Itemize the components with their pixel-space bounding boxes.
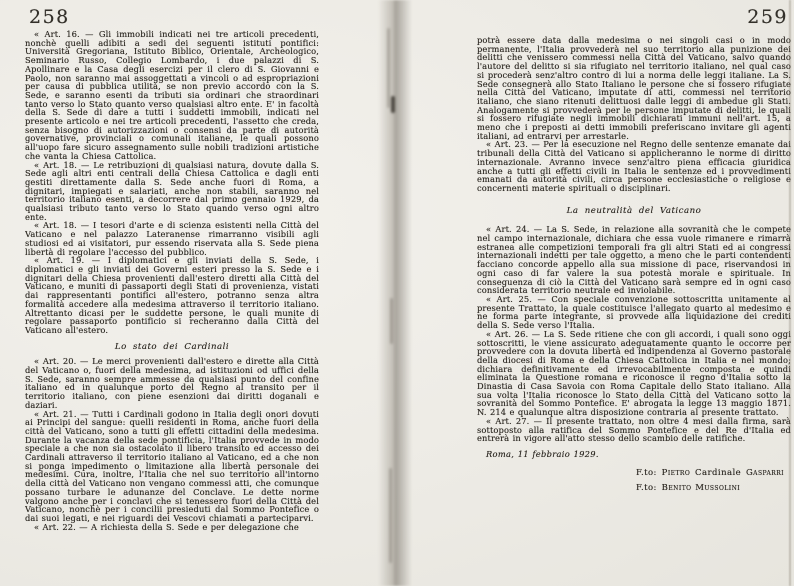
signer-last-name: Gasparri: [745, 467, 784, 478]
page-gutter-shadow: [378, 0, 412, 586]
signer-title: Cardinale: [695, 467, 742, 478]
signatures-block: [636, 469, 785, 493]
page-number-right: 259: [747, 6, 788, 28]
article-19: « Art. 19. — I diplomatici e gli inviati della S. Sede, i diplomatici e gli inviati dei Governi esteri presso la S. Sede e i dignitari della Chiesa provenienti dall'estero diretti alla Città del Vaticano, e muniti di passaporti degli Stati di provenienza, vistati dai rappresentanti pontifici all'estero, potranno senza altra formalità accedere alla medesima attraverso il territorio italiano. Altrettanto dicasi per le suddette persone, le quali munite di regolare passaporto pontificio si recheranno dalla Città del Vaticano all'estero.: [25, 255, 319, 335]
article-17: « Art. 18. — Le retribuzioni di qualsiasi natura, dovute dalla S. Sede agli altri enti centrali della Chiesa Cattolica e dagli enti gestiti direttamente dalla S. Sede anche fuori di Roma, a dignitari, impiegati e salariati, anche non stabili, saranno nel territorio italiano esenti, a decorrere dal primo gennaio 1929, da qualsiasi tributo tanto verso lo Stato quando verso ogni altro ente.: [25, 159, 319, 222]
gutter-smudge: [391, 96, 395, 113]
article-27: « Art. 27. — Il presente trattato, non oltre 4 mesi dalla firma, sarà sottoposto alla ratifica del Sommo Pontefice e del Re d'Italia ed entrerà in vigore all'atto stesso dello scambio delle ratifiche.: [477, 415, 791, 444]
gutter-smudge: [389, 468, 392, 563]
left-text-column: [25, 30, 319, 582]
article-21: « Art. 21. — Tutti i Cardinali godono in Italia degli onori dovuti ai Principi del sangue: quelli residenti in Roma, anche fuori della città del Vaticano, sono a tutti gli effetti cittadini della medesima. Durante la vacanza della sede pontificia, l'Italia provvede in modo speciale a che non sia ostacolato il libero transito ed accesso dei Cardinali attraverso il territorio italiano al Vaticano, ed a che non si ponga impedimento o limitazione alla libertà personale dei medesimi. Cura, inoltre, l'Italia che nel suo territorio all'intorno della città del Vaticano non vengano commessi atti, che comunque possano turbare le adunanze del Conclave. Le dette norme valgono anche per i conclavi che si tenessero fuori della Città del Vaticano, nonchè per i concilii presieduti dal Sommo Pontefice o dai suoi legati, e nei riguardi dei Vescovi chiamati a parteciparvi.: [25, 408, 319, 523]
signature-gasparri: [636, 469, 785, 478]
fto-prefix: F.to:: [635, 483, 657, 494]
article-22-start: « Art. 22. — A richiesta della S. Sede e per delegazione che: [34, 521, 299, 532]
signer-first-name: Pietro: [661, 467, 691, 478]
signature-mussolini: [636, 484, 785, 493]
section-heading-neutralita: La neutralità del Vaticano: [566, 205, 702, 216]
gutter-smudge: [390, 298, 393, 344]
article-22-continuation: potrà essere data dalla medesima o nei singoli casi o in modo permanente, l'Italia provvederà nel suo territorio alla punizione dei delitti che venissero commessi nella Città del Vaticano, salvo quando l'autore del delitto si sia rifugiato nel territorio italiano, nel qual caso si procederà senz'altro contro di lui a norma delle leggi italiane. La S. Sede consegnerà allo Stato Italiano le persone che si fossero rifugiate nella Città del Vaticano, imputate di atti, commessi nel territorio italiano, che siano ritenuti delittuosi dalle leggi di ambedue gli Stati. Analogamente si provvederà per le persone imputate di delitti, le quali si fossero rifugiate negli immobili dichiarati immuni nell'art. 15, a meno che i preposti ai detti immobili preferiscano invitare gli agenti italiani, ad entrarvi per arrestarle.: [477, 36, 791, 141]
article-23: « Art. 23. — Per la esecuzione nel Regno delle sentenze emanate dai tribunali della Città del Vaticano si applicheranno le norme di diritto internazionale. Avranno invece senz'altro piena efficacia giuridica anche a tutti gli effetti civili in Italia le sentenze ed i provvedimenti emanati da autorità civili, circa persone ecclesiastiche o religiose e concernenti materie spirituali o disciplinari.: [477, 139, 791, 193]
page-edge-line: [789, 0, 791, 586]
article-25: « Art. 25. — Con speciale convenzione sottoscritta unitamente al presente Trattato, la quale costituisce l'allegato quarto al medesimo e ne forma parte integrante, si provvede alla liquidazione dei crediti della S. Sede verso l'Italia.: [477, 293, 791, 331]
dateline: Roma, 11 febbraio 1929.: [486, 448, 599, 459]
article-26: « Art. 26. — La S. Sede ritiene che con gli accordi, i quali sono oggi sottoscritti, le viene assicurato adeguatamente quanto le occorre per provvedere con la dovuta libertà ed indipendenza al Governo pastorale della diocesi di Roma e della Chiesa Cattolica in Italia e nel mondo; dichiara definitivamente ed irrevocabilmente composta e quindi eliminata la Questione romana e riconosce il regno d'Italia sotto la Dinastia di Casa Savoia con Roma Capitale dello Stato italiano. Alla sua volta l'Italia riconosce lo Stato della Città del Vaticano sotto la sovranità del Sommo Pontefice. E' abrogata la legge 13 maggio 1871. N. 214 e qualunque altra disposizione contraria al presente trattato.: [477, 328, 791, 418]
gutter-smudge: [387, 28, 390, 108]
article-24: « Art. 24. — La S. Sede, in relazione alla sovranità che le compete nel campo internazionale, dichiara che essa vuole rimanere e rimarrà estranea alle competizioni temporali fra gli altri Stati ed ai congressi internazionali indetti per tale oggetto, a meno che le parti contendenti facciano concorde appello alla sua missione di pace, riservandosi in ogni caso di far valere la sua potestà morale e spirituale. In conseguenza di ciò la Città del Vaticano sarà sempre ed in ogni caso considerata territorio neutrale ed inviolabile.: [477, 224, 791, 296]
article-16: « Art. 16. — Gli immobili indicati nei tre articoli precedenti, nonchè quelli adibiti a sedi dei seguenti istituti pontifici: Università Gregoriana, Istituto Biblico, Orientale, Archeologico, Seminario Russo, Collegio Lombardo, i due palazzi di S. Apollinare e la Casa degli esercizi per il clero di S. Giovanni e Paolo, non saranno mai assoggettati a vincoli o ad espropriazioni per causa di pubblica utilità, se non previo accordo con la S. Sede, e saranno esenti da tributi sia ordinari che straordinari tanto verso lo Stato quanto verso qualsiasi altro ente. E' in facoltà della S. Sede di dare a tutti i suddetti immobili, indicati nel presente articolo e nei tre articoli precedenti, l'assetto che creda, senza bisogno di autorizzazioni o consensi da parte di autorità governative, provinciali o comunali italiane, le quali possono all'uopo fare sicuro assegnamento sulle nobili tradizioni artistiche che vanta la Chiesa Cattolica.: [25, 30, 319, 161]
right-text-column: [477, 36, 791, 584]
article-18: « Art. 18. — I tesori d'arte e di scienza esistenti nella Città del Vaticano e nel palazzo Lateranense rimarranno visibili agli studiosi ed ai visitatori, pur essendo riservata alla S. Sede piena libertà di regolare l'accesso del pubblico.: [25, 220, 319, 257]
article-20: « Art. 20. — Le merci provenienti dall'estero e dirette alla Città del Vaticano o, fuori della medesima, ad istituzioni od uffici della S. Sede, saranno sempre ammesse da qualsiasi punto del confine italiano ed in qualunque porto del Regno al transito per il territorio italiano, con piene esenzioni dai diritti doganali e daziari.: [25, 356, 319, 410]
section-heading-cardinali: Lo stato dei Cardinali: [114, 341, 230, 352]
page-number-left: 258: [29, 6, 70, 28]
fto-prefix: F.to:: [635, 467, 657, 478]
signer-name: Benito Mussolini: [661, 483, 741, 494]
